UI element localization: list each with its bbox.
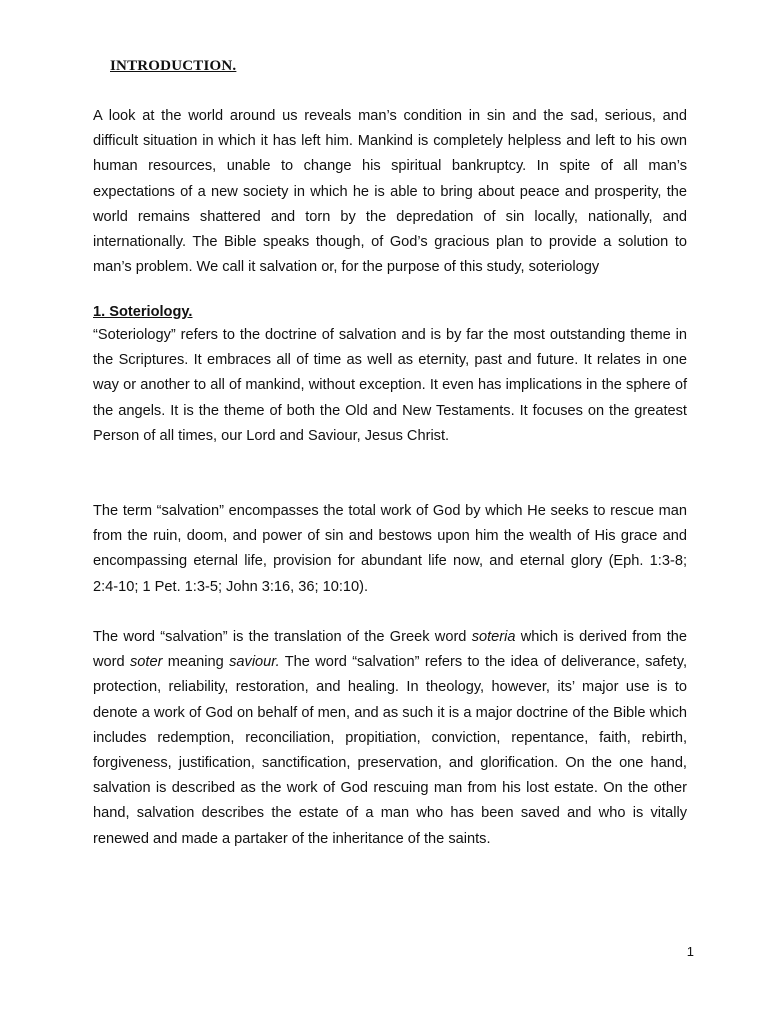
- word-paragraph-text-3: meaning: [162, 654, 230, 671]
- introduction-heading: INTRODUCTION.: [110, 58, 237, 74]
- soteria-term: soteria: [471, 629, 516, 645]
- soter-term: soter: [129, 654, 163, 671]
- soteriology-heading: 1. Soteriology.: [93, 304, 193, 320]
- salvation-word-paragraph: [93, 625, 687, 852]
- word-paragraph-text-4: The word “salvation” refers to the idea of deliverance, safety, protection, reliability, restoration, and healing. In theology, however, its’ major use is to denote a work of God on behalf of men, and as such it is a major doctrine of the Bible which includes redemption, reconciliation, propitiation, conviction, repentance, faith, rebirth, forgiveness, justification, sanctification, preservation, and glorification. On the one hand, salvation is described as the work of God rescuing man from his lost estate. On the other hand, salvation describes the estate of a man who has been saved and who is vitally renewed and made a partaker of the inheritance of the saints.: [93, 654, 688, 847]
- word-paragraph-text-2: which is derived from the word: [93, 629, 687, 671]
- introduction-paragraph: A look at the world around us reveals man’s condition in sin and the sad, serious, and difficult situation in which it has left him. Mankind is completely helpless and left to his own human resources, unable to change his spiritual bankruptcy. In spite of all man’s expectations of a new society in which he is able to bring about peace and prosperity, the world remains shattered and torn by the depredation of sin locally, nationally, and internationally. The Bible speaks though, of God’s gracious plan to provide a solution to man’s problem. We call it salvation or, for the purpose of this study, soteriology: [93, 108, 687, 276]
- word-paragraph-text-1: The word “salvation” is the translation of the Greek word: [93, 629, 472, 645]
- soteriology-paragraph: “Soteriology” refers to the doctrine of salvation and is by far the most outstanding theme in the Scriptures. It embraces all of time as well as eternity, past and future. It relates in one way or another to all of mankind, without exception. It even has implications in the sphere of the angels. It is the theme of both the Old and New Testaments. It focuses on the greatest Person of all times, our Lord and Saviour, Jesus Christ.: [93, 327, 687, 444]
- saviour-term: saviour.: [229, 654, 280, 671]
- page-number: 1: [686, 944, 694, 959]
- salvation-term-paragraph: The term “salvation” encompasses the total work of God by which He seeks to rescue man from the ruin, doom, and power of sin and bestows upon him the wealth of His grace and encompassing eternal life, provision for abundant life now, and eternal glory (Eph. 1:3-8; 2:4-10; 1 Pet. 1:3-5; John 3:16, 36; 10:10).: [93, 503, 687, 595]
